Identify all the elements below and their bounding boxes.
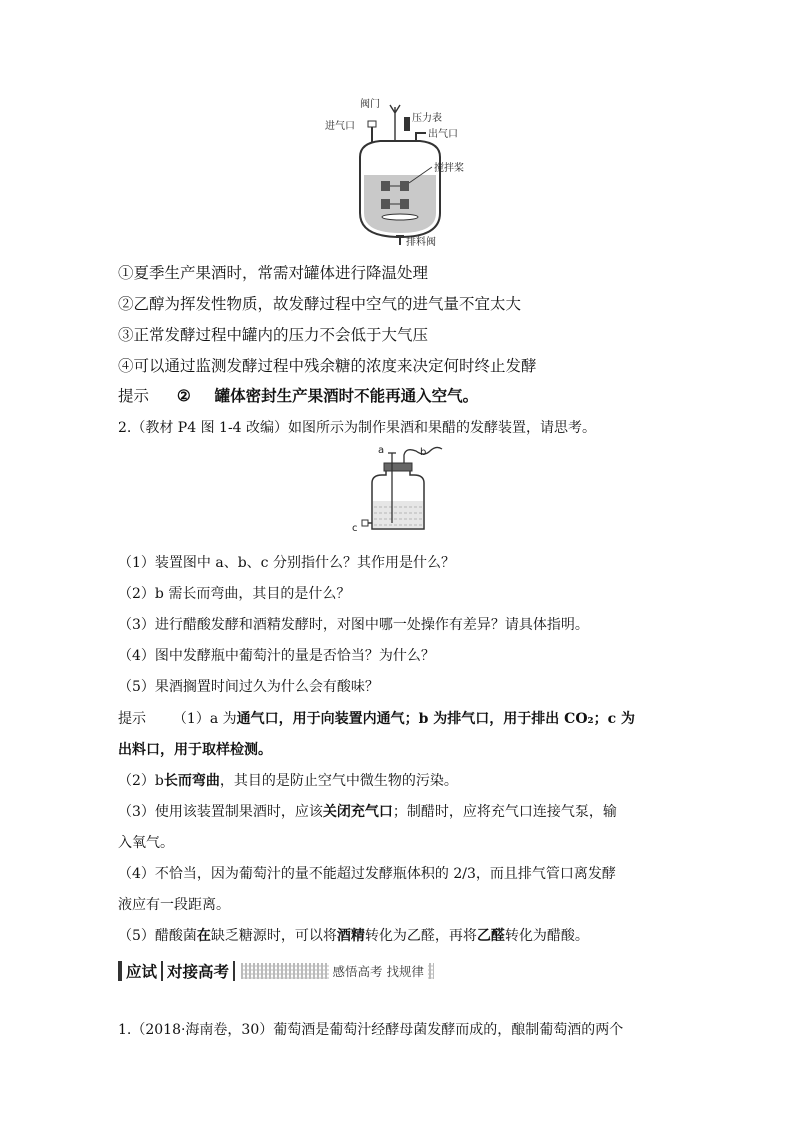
hint-1 [118,386,478,406]
sub-question-3: （3）进行醋酸发酵和酒精发酵时，对图中哪一处操作有差异？请具体指明。 [118,617,589,633]
hint-2-text: 转化为醋酸。 [504,928,589,944]
hint-2-text: 缺乏糖源时，可以将 [210,928,337,944]
hint-2-line-2 [118,740,272,760]
banner-separator [233,961,235,981]
hint-2-bold: 关闭充气口 [322,804,393,820]
label-a: a [378,445,385,456]
hint-2-text: （5）醋酸菌 [118,928,197,944]
sub-question-4: （4）图中发酵瓶中葡萄汁的量是否恰当？为什么？ [118,648,435,664]
hint-2-line-6: （4）不恰当，因为葡萄汁的量不能超过发酵瓶体积的 2/3，而且排气管口离发酵 [118,866,616,882]
banner-part-2: 对接高考 [167,962,230,981]
inlet-label: 进气口 [325,121,355,132]
hint-2-text: ，用于排出 CO₂；c 为 [489,711,636,727]
option-3: ③正常发酵过程中罐内的压力不会低于大气压 [118,326,429,344]
hint-2-line-7: 液应有一段距离。 [118,897,230,913]
hint-2-text: （1）a 为 [172,711,237,727]
hint-2-label: 提示 [118,711,146,727]
hint-2-bold: 排气口 [447,711,490,727]
hint-2-text: （3）使用该装置制果酒时，应该 [118,804,323,820]
option-1: ①夏季生产果酒时，常需对罐体进行降温处理 [118,264,429,282]
hint-label: 提示 [118,387,150,405]
outlet-label: 出气口 [428,129,458,140]
hint-2-line-4 [118,802,617,822]
hint-text: 罐体密封生产果酒时不能再通入空气。 [214,386,479,405]
hint-2-line-8 [118,926,589,946]
pressure-gauge-label: 压力表 [412,113,442,124]
hint-2-bold: 长而弯曲 [163,773,220,789]
hint-2-text: （2）b [118,773,164,789]
option-2: ②乙醇为挥发性物质，故发酵过程中空气的进气量不宜太大 [118,295,522,313]
hint-answer: ② [176,386,191,405]
hint-2-text: ；制醋时，应将充气口连接气泵，输 [392,804,617,820]
hint-2-bold: 在 [196,928,211,944]
section-banner [118,960,434,982]
fermentation-bottle-diagram [350,445,450,535]
hint-2-bold: 乙醛 [476,928,505,944]
hint-2-bold: 出料口 [118,742,160,758]
question-2-intro: 2.（教材 P4 图 1-4 改编）如图所示为制作果酒和果醋的发酵装置，请思考。 [118,420,597,436]
option-4: ④可以通过监测发酵过程中残余糖的浓度来决定何时终止发酵 [118,357,537,375]
label-c: c [352,523,358,534]
hint-2-bold: 通气口 [236,711,279,727]
banner-right-text: 感悟高考 找规律 [329,962,428,980]
fermentation-bottle-figure [350,445,450,535]
exam-question-1: 1.（2018·海南卷，30）葡萄酒是葡萄汁经酵母菌发酵而成的，酿制葡萄酒的两个 [118,1022,624,1038]
hint-2-text: ，用于向装置内通气；b 为 [278,711,448,727]
hint-2-text: ，其目的是防止空气中微生物的污染。 [219,773,458,789]
valve-label: 阀门 [360,99,380,110]
discharge-valve-label: 排料阀 [406,237,436,248]
sub-question-1: （1）装置图中 a、b、c 分别指什么？其作用是什么？ [118,555,455,571]
hint-2-line-5: 入氧气。 [118,835,174,851]
banner-part-1: 应试 [126,962,158,981]
hint-2-text: 转化为乙醛，再将 [364,928,477,944]
hint-2-text: ，用于取样检测。 [160,742,272,758]
fermentation-tank-figure [320,95,480,250]
hint-2-line-3 [118,771,458,791]
sub-question-2: （2）b 需长而弯曲，其目的是什么？ [118,586,351,602]
stirrer-label: 搅拌桨 [434,163,464,174]
hint-2-bold: 酒精 [336,928,365,944]
fermentation-tank-diagram [320,95,480,250]
banner-pattern [241,963,434,979]
sub-question-5: （5）果酒搁置时间过久为什么会有酸味？ [118,679,379,695]
label-b: b [420,447,427,458]
hint-2-line-1 [118,709,635,729]
